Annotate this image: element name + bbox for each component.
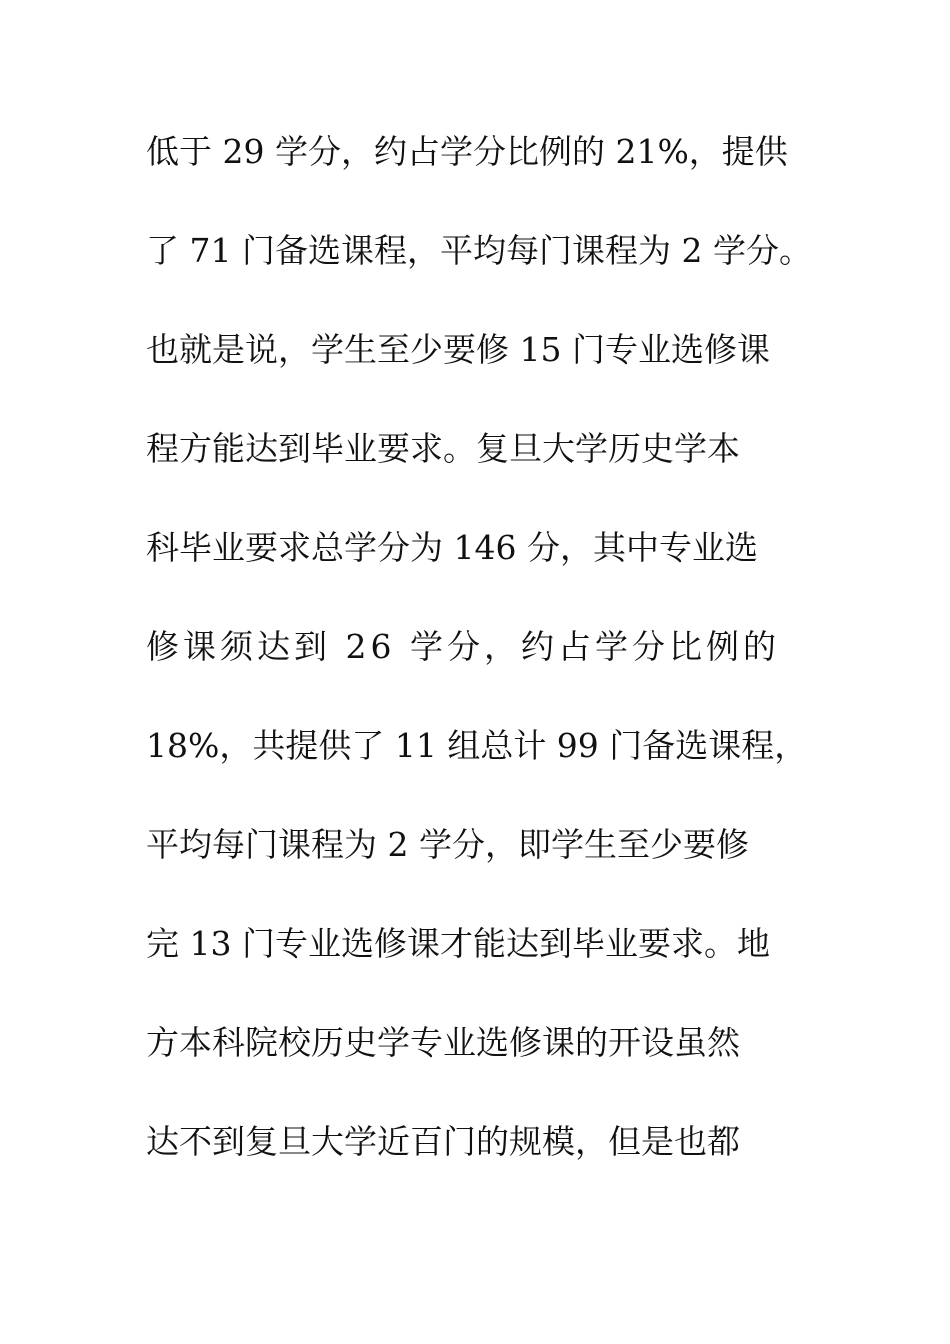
text-line: 方本科院校历史学专业选修课的开设虽然	[146, 1023, 740, 1062]
text-line: 低于 29 学分，约占学分比例的 21%，提供	[146, 132, 788, 171]
text-line: 完 13 门专业选修课才能达到毕业要求。地	[146, 924, 770, 963]
text-line: 程方能达到毕业要求。复旦大学历史学本	[146, 429, 740, 468]
text-line: 也就是说，学生至少要修 15 门专业选修课	[146, 330, 770, 369]
text-line: 平均每门课程为 2 学分，即学生至少要修	[146, 825, 749, 864]
text-line: 修课须达到 26 学分，约占学分比例的	[146, 627, 780, 666]
text-line: 18%，共提供了 11 组总计 99 门备选课程，	[146, 726, 808, 765]
text-line: 科毕业要求总学分为 146 分，其中专业选	[146, 528, 758, 567]
body-paragraph	[146, 120, 846, 1209]
text-line: 了 71 门备选课程，平均每门课程为 2 学分。	[146, 231, 812, 270]
text-line: 达不到复旦大学近百门的规模，但是也都	[146, 1122, 740, 1161]
